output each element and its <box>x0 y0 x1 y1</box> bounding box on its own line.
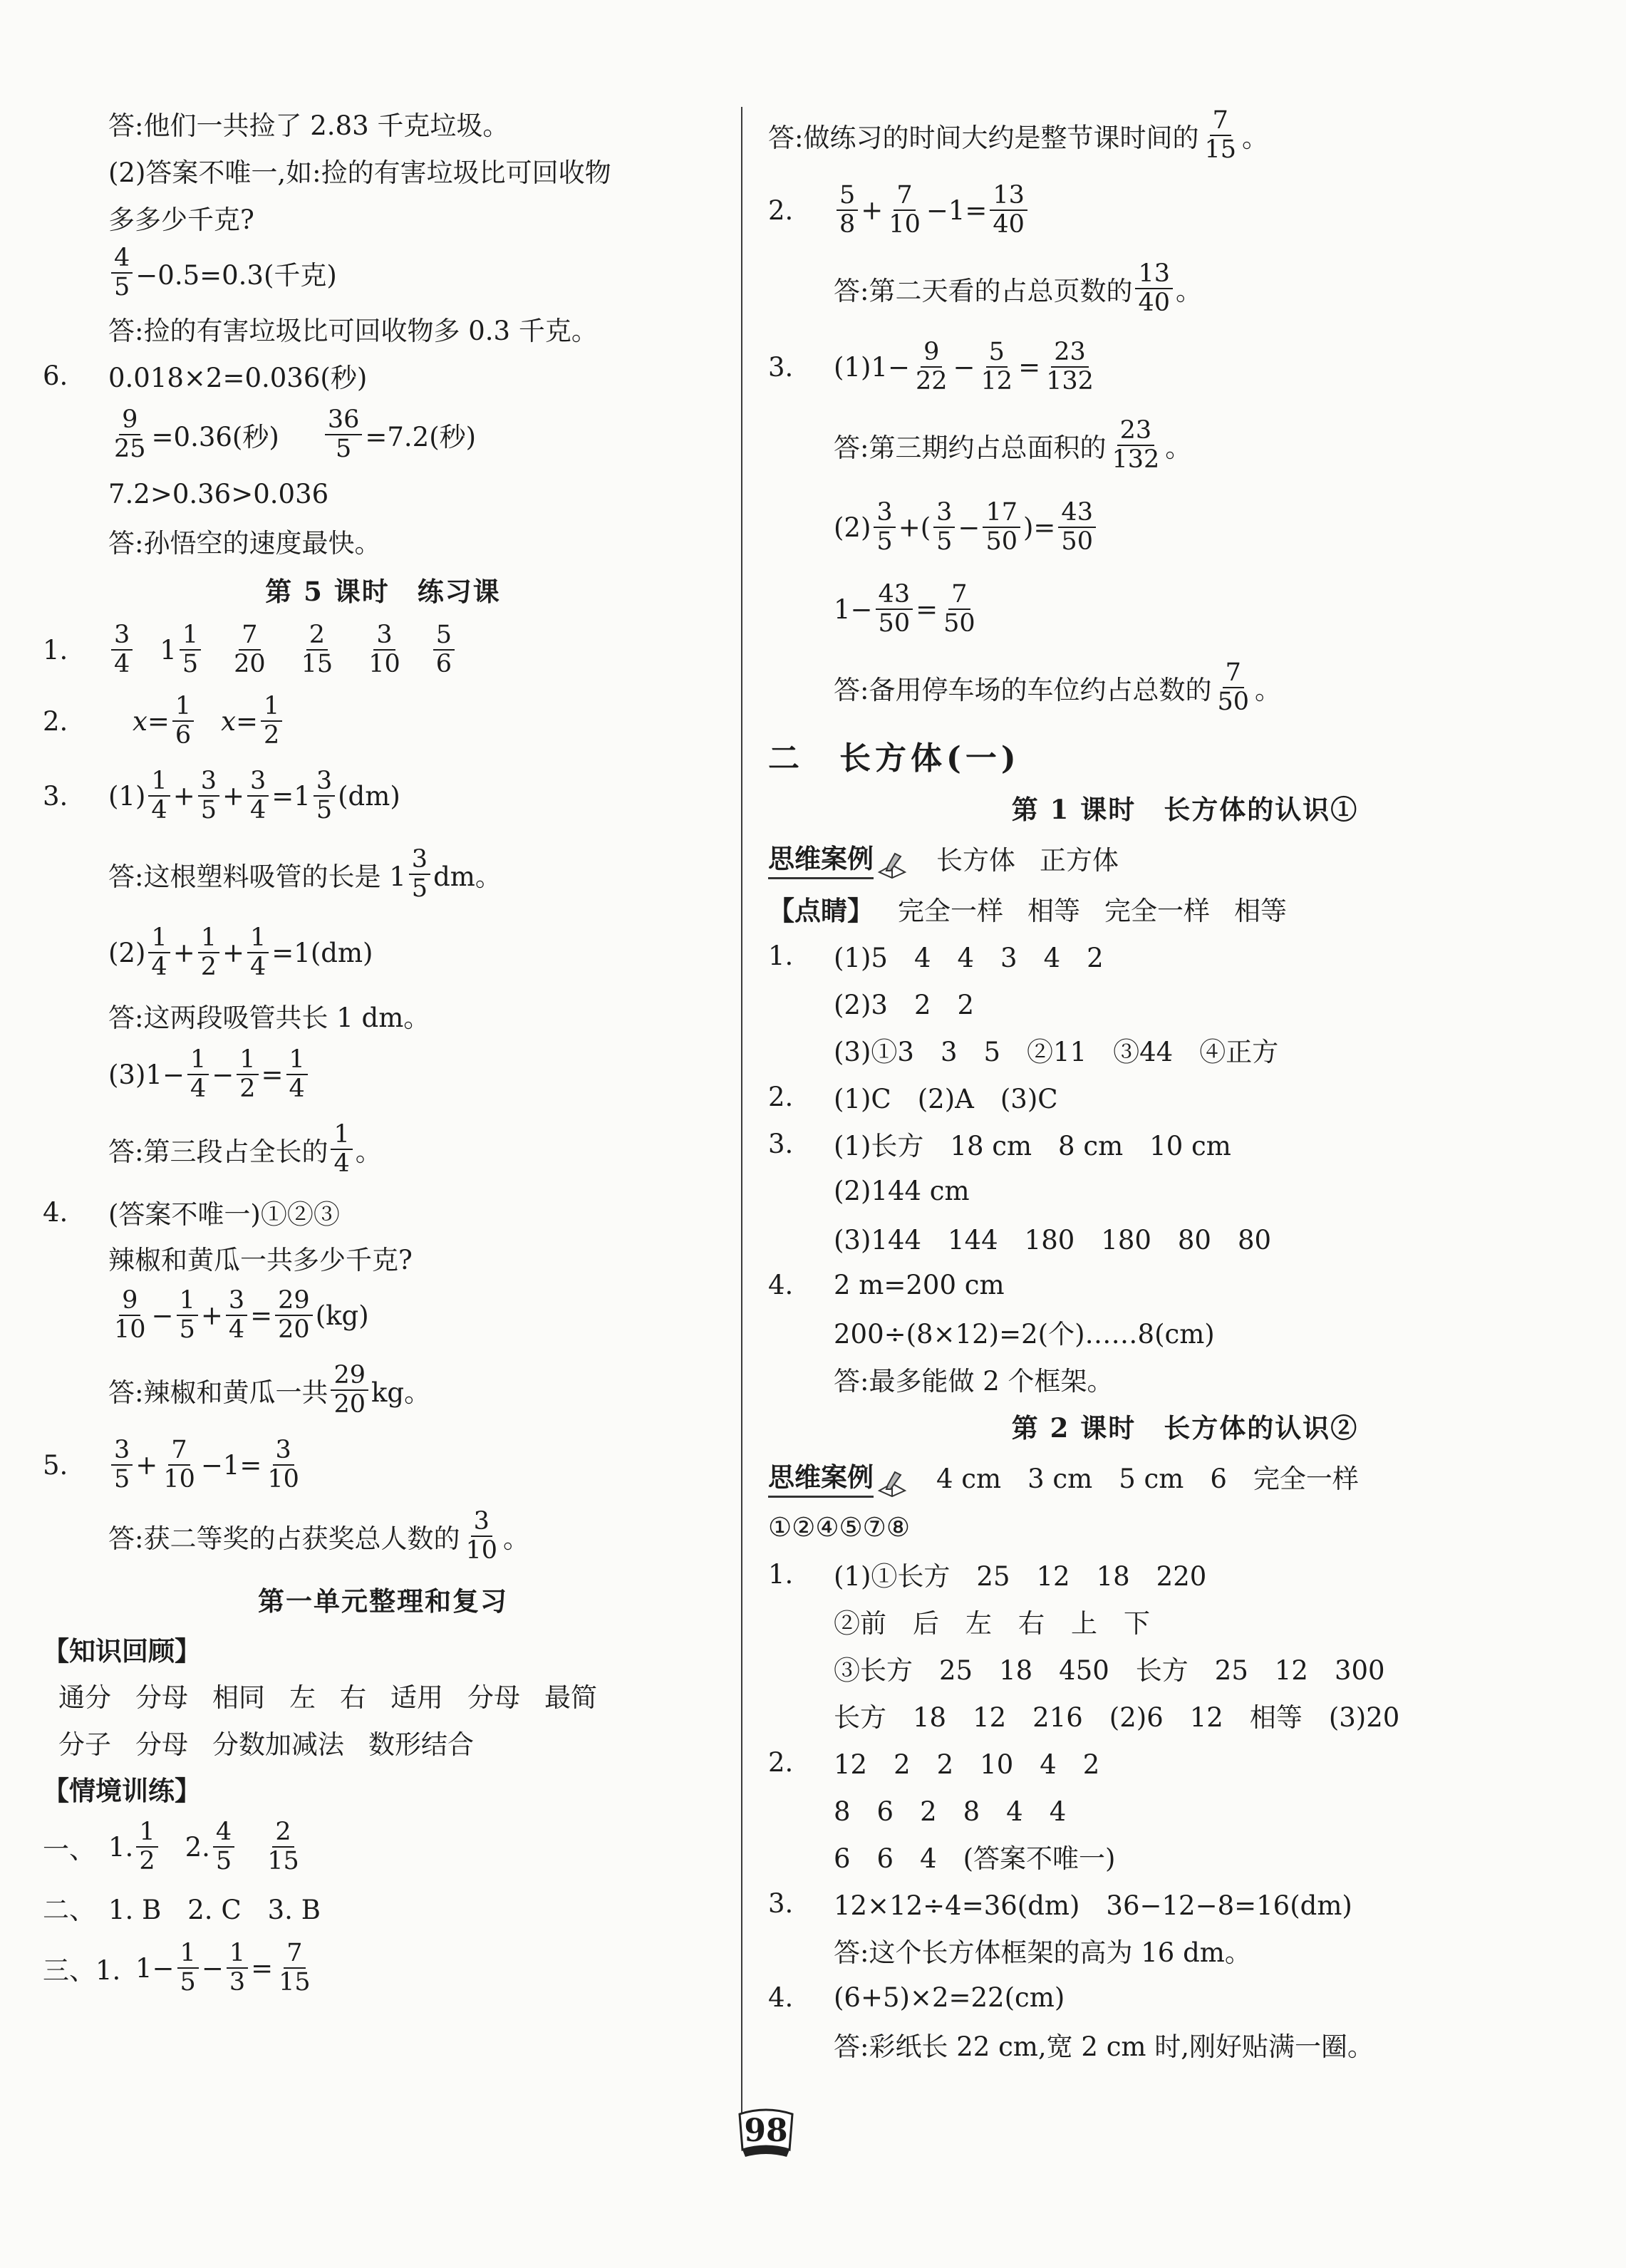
question-5: 5. $\frac{3}{5}$ + $\frac{7}{10}$ −1= $\frac{3}{10}$ <box>43 1429 723 1501</box>
fraction: $\frac{3}{5}$ <box>874 500 895 554</box>
fraction: $\frac{1}{4}$ <box>331 1122 352 1176</box>
column-divider <box>741 107 742 2116</box>
fraction: $\frac{29}{20}$ <box>275 1288 313 1342</box>
fraction: $\frac{1}{5}$ <box>177 1941 199 1995</box>
mixed-number: 1 $\frac{1}{5}$ <box>160 623 204 677</box>
answer-line: ②前 后 左 右 上 下 <box>834 1608 1150 1639</box>
fraction: $\frac{13}{40}$ <box>990 183 1027 237</box>
fraction: $\frac{5}{8}$ <box>837 183 858 237</box>
fraction: $\frac{7}{10}$ <box>163 1436 195 1493</box>
answer-line: ③长方 25 18 450 长方 25 12 300 <box>834 1655 1385 1686</box>
fraction: $\frac{3}{5}$ <box>111 1438 133 1492</box>
answer-1: 1. (1)5 4 4 3 4 2 <box>768 940 1104 973</box>
answer-line: 8 6 2 8 4 4 <box>834 1796 1067 1827</box>
answer-line: 答:这根塑料吸管的长是 1 $\frac{3}{5}$ dm。 <box>108 845 502 903</box>
answer-line: 答:彩纸长 22 cm,宽 2 cm 时,刚好贴满一圈。 <box>834 2031 1374 2062</box>
equation-line: 1− $\frac{43}{50}$ = $\frac{7}{50}$ <box>768 570 1602 648</box>
thinking-case-label: 思维案例 <box>768 837 908 879</box>
training-1: 一、 1. $\frac{1}{2}$ 2. $\frac{4}{5}$ $\frac{2}{15}$ <box>43 1811 723 1883</box>
question-1: 1. $\frac{3}{4}$ 1 $\frac{1}{5}$ $\frac{7}{20}$ $\frac{2}{15}$ $\frac{3}{10}$ $\frac{5}{6}$ <box>43 614 723 685</box>
fraction: $\frac{7}{50}$ <box>943 580 975 638</box>
fraction: $\frac{1}{4}$ <box>187 1047 209 1102</box>
fraction: $\frac{7}{15}$ <box>1204 106 1237 164</box>
fraction: $\frac{2}{15}$ <box>267 1818 299 1875</box>
question-6: 6. 0.018×2=0.036(秒) <box>43 360 368 393</box>
answer-4: 4. 2 m=200 cm <box>768 1269 1005 1300</box>
review-line: 通分 分母 相同 左 右 适用 分母 最简 <box>58 1682 597 1713</box>
answer-4: 4. (6+5)×2=22(cm) <box>768 1982 1065 2013</box>
page-number: 98 <box>744 2113 788 2149</box>
fraction: $\frac{1}{2}$ <box>198 926 219 980</box>
book-pencil-icon <box>876 851 908 879</box>
fraction: $\frac{3}{5}$ <box>933 500 955 554</box>
answer-3: 3. (1)长方 18 cm 8 cm 10 cm <box>768 1128 1231 1161</box>
equation-line: (2) $\frac{1}{4}$ + $\frac{1}{2}$ + $\frac{1}{4}$ =1(dm) <box>108 923 373 981</box>
equation-line: $\frac{4}{5}$ −0.5=0.3(千克) <box>43 241 723 305</box>
book-pencil-icon <box>876 1469 908 1498</box>
answer-line: (3)①3 3 5 ②11 ③44 ④正方 <box>834 1037 1279 1067</box>
answer-line: 答:获二等奖的占获奖总人数的 $\frac{3}{10}$ 。 <box>108 1507 530 1565</box>
fraction: $\frac{1}{3}$ <box>227 1941 248 1995</box>
lesson-title: 第 5 课时 练习课 <box>265 576 501 607</box>
fraction: $\frac{7}{50}$ <box>1217 658 1250 716</box>
answer-line: (2)3 2 2 <box>834 990 975 1020</box>
answer-line: 答:这个长方体框架的高为 16 dm。 <box>834 1937 1251 1968</box>
answer-1: 1. (1)①长方 25 12 18 220 <box>768 1558 1207 1592</box>
lesson-title: 第 2 课时 长方体的认识② <box>1011 1412 1359 1444</box>
fraction: $\frac{2}{15}$ <box>301 621 333 678</box>
answer-line: 答:做练习的时间大约是整节课时间的 $\frac{7}{15}$ 。 <box>768 106 1269 164</box>
fraction: $\frac{23}{132}$ <box>1112 416 1160 474</box>
equation-line: $\frac{9}{10}$ − $\frac{1}{5}$ + $\frac{3}{4}$ = $\frac{29}{20}$ (kg) <box>43 1280 723 1351</box>
answer-line: 答:第三期约占总面积的 $\frac{23}{132}$ 。 <box>834 416 1192 474</box>
fraction: $\frac{1}{2}$ <box>237 1047 258 1102</box>
fraction: $\frac{3}{4}$ <box>111 623 133 677</box>
fraction: $\frac{3}{5}$ <box>198 769 219 823</box>
fraction: $\frac{13}{40}$ <box>1135 262 1173 316</box>
lesson-title: 第 1 课时 长方体的认识① <box>1011 794 1359 825</box>
question-line: 多多少千克? <box>108 204 254 235</box>
fraction: $\frac{43}{50}$ <box>876 582 913 636</box>
fraction: $\frac{4}{5}$ <box>213 1820 234 1874</box>
answer-line: 答:备用停车场的车位约占总数的 $\frac{7}{50}$ 。 <box>834 658 1282 716</box>
fraction: $\frac{5}{12}$ <box>980 338 1013 395</box>
question-3: 3. (1) $\frac{1}{4}$ + $\frac{3}{5}$ + $\frac{3}{4}$ =1 $\frac{3}{5}$ (dm) <box>43 767 400 824</box>
fraction: $\frac{9}{25}$ <box>114 405 146 463</box>
answer-line: 长方 18 12 216 (2)6 12 相等 (3)20 <box>834 1702 1400 1733</box>
fraction: $\frac{1}{6}$ <box>172 694 194 748</box>
review-heading: 【知识回顾】 <box>43 1635 201 1667</box>
answer-line: 200÷(8×12)=2(个)……8(cm) <box>834 1319 1215 1350</box>
thinking-case-label: 思维案例 <box>768 1456 908 1498</box>
equation-line: (2) $\frac{3}{5}$ +( $\frac{3}{5}$ − $\frac{17}{50}$ )= $\frac{43}{50}$ <box>768 485 1602 570</box>
fraction: $\frac{17}{50}$ <box>983 500 1020 554</box>
answer-line: (3)144 144 180 180 80 80 <box>834 1225 1272 1255</box>
answer-line: 答:第三段占全长的 $\frac{1}{4}$ 。 <box>108 1120 382 1178</box>
fraction: $\frac{9}{22}$ <box>915 338 948 395</box>
answer-2: 2. 12 2 2 10 4 2 <box>768 1746 1100 1780</box>
answer-3: 3. 12×12÷4=36(dm) 36−12−8=16(dm) <box>768 1888 1352 1921</box>
training-2: 二、 1. B 2. C 3. B <box>43 1895 321 1925</box>
training-3: 三、1. 1− $\frac{1}{5}$ − $\frac{1}{3}$ = $\frac{7}{15}$ <box>43 1932 723 2004</box>
answer-line: 答:第二天看的占总页数的 $\frac{13}{40}$ 。 <box>834 259 1203 317</box>
review-line: 分子 分母 分数加减法 数形结合 <box>58 1729 474 1760</box>
case-line: 思维案例 长方体 正方体 <box>768 831 1602 885</box>
case-line: 思维案例 4 cm 3 cm 5 cm 6 完全一样 <box>768 1449 1602 1503</box>
fraction: $\frac{3}{4}$ <box>247 769 269 823</box>
fraction: $\frac{3}{10}$ <box>368 621 400 678</box>
answer-line: 答:他们一共捡了 2.83 千克垃圾。 <box>108 110 509 141</box>
answer-line: 答:这两段吸管共长 1 dm。 <box>108 1003 430 1033</box>
answer-2: 2. (1)C (2)A (3)C <box>768 1081 1058 1114</box>
fraction: $\frac{5}{6}$ <box>433 623 455 677</box>
training-heading: 【情境训练】 <box>43 1775 201 1806</box>
page-footer <box>734 2106 798 2163</box>
question-2: 2. x= $\frac{1}{6}$ x= $\frac{1}{2}$ <box>43 685 723 757</box>
fraction: $\frac{1}{5}$ <box>177 1288 198 1342</box>
answer-line: 答:捡的有害垃圾比可回收物多 0.3 千克。 <box>108 316 598 346</box>
unit-title: 二 长方体(一) <box>768 740 1020 777</box>
case-line: ①②④⑤⑦⑧ <box>768 1511 911 1543</box>
fraction: $\frac{7}{10}$ <box>889 181 921 239</box>
fraction: $\frac{3}{10}$ <box>267 1436 299 1493</box>
answer-line: (2)144 cm <box>834 1175 970 1206</box>
fraction: $\frac{1}{4}$ <box>247 926 269 980</box>
fraction: $\frac{1}{2}$ <box>261 694 282 748</box>
fraction: $\frac{7}{15}$ <box>279 1939 311 1997</box>
left-column <box>43 100 723 2004</box>
answer-line: 6 6 4 (答案不唯一) <box>834 1843 1116 1874</box>
fraction: $\frac{1}{2}$ <box>136 1820 157 1874</box>
fraction: $\frac{1}{4}$ <box>148 769 170 823</box>
right-column <box>768 100 1602 2068</box>
question-line: 辣椒和黄瓜一共多少千克? <box>108 1245 413 1275</box>
fraction: $\frac{9}{10}$ <box>114 1286 146 1344</box>
fraction: $\frac{3}{5}$ <box>314 769 335 823</box>
fraction: $\frac{3}{10}$ <box>465 1507 498 1565</box>
question-3: 3. (1)1− $\frac{9}{22}$ − $\frac{5}{12}$ = $\frac{23}{132}$ <box>768 328 1602 406</box>
fraction: $\frac{1}{4}$ <box>148 926 170 980</box>
fraction: $\frac{43}{50}$ <box>1058 500 1096 554</box>
dianjing-line: 【点睛】 完全一样 相等 完全一样 相等 <box>768 895 1287 926</box>
question-4: 4. (答案不唯一)①②③ <box>43 1196 340 1230</box>
answer-line: 答:孙悟空的速度最快。 <box>108 528 381 559</box>
comparison-line: 7.2>0.36>0.036 <box>108 478 329 509</box>
question-2: 2. $\frac{5}{8}$ + $\frac{7}{10}$ −1= $\frac{13}{40}$ <box>768 171 1602 249</box>
fraction: $\frac{3}{5}$ <box>409 847 430 901</box>
answer-line: 答:最多能做 2 个框架。 <box>834 1366 1114 1397</box>
section-title: 第一单元整理和复习 <box>258 1585 508 1617</box>
equation-line: (3)1− $\frac{1}{4}$ − $\frac{1}{2}$ = $\frac{1}{4}$ <box>43 1039 723 1110</box>
fraction: $\frac{3}{4}$ <box>226 1288 247 1342</box>
fraction: $\frac{4}{5}$ <box>111 246 133 300</box>
answer-line: 答:辣椒和黄瓜一共 $\frac{29}{20}$ kg。 <box>108 1361 431 1419</box>
fraction: $\frac{7}{20}$ <box>234 621 266 678</box>
question-line: (2)答案不唯一,如:捡的有害垃圾比可回收物 <box>108 157 611 188</box>
fraction: $\frac{23}{132}$ <box>1046 338 1094 395</box>
fraction: $\frac{29}{20}$ <box>331 1363 368 1417</box>
fraction: $\frac{1}{4}$ <box>286 1047 308 1102</box>
equation-line: $\frac{9}{25}$ =0.36(秒) $\frac{36}{5}$ =7.2(秒) <box>43 399 723 470</box>
fraction: $\frac{36}{5}$ <box>325 408 363 462</box>
